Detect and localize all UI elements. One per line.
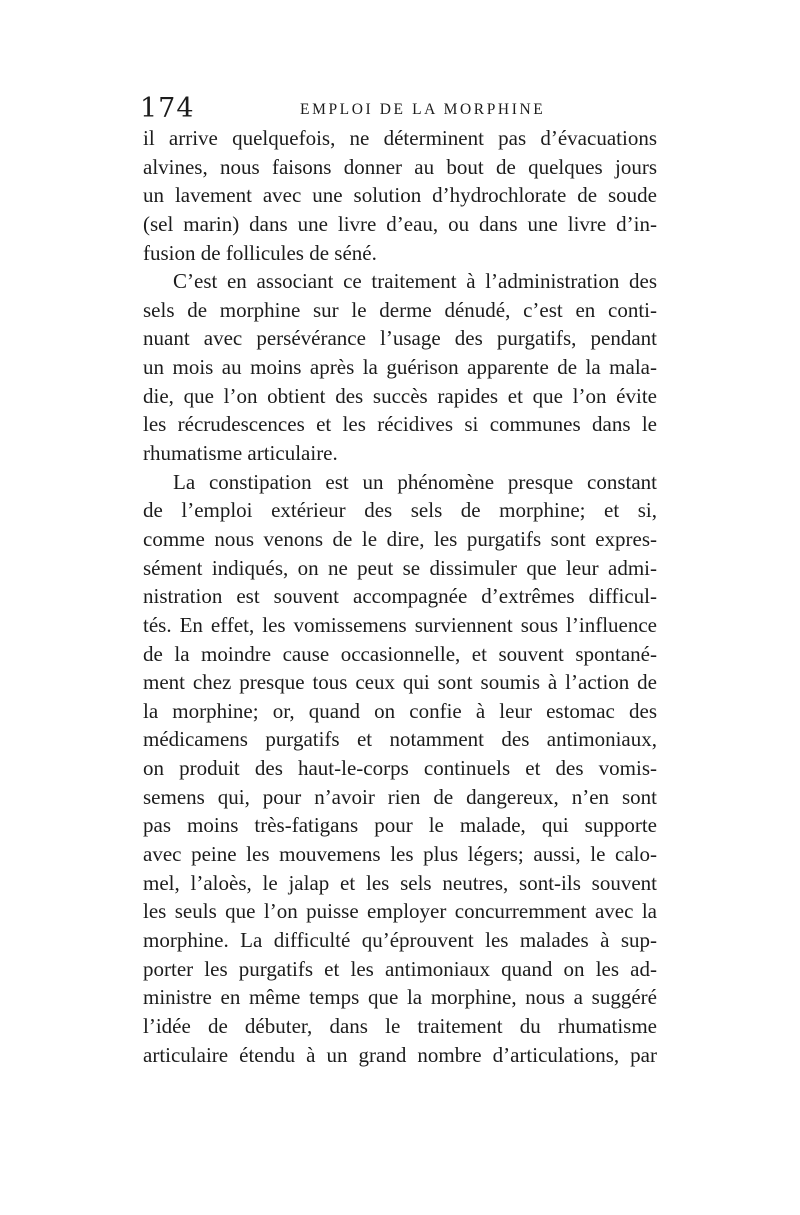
text-line: nuant avec persévérance l’usage des purgatifs, pendant [143, 326, 657, 351]
text-line: sément indiqués, on ne peut se dissimuler que leur admi- [143, 555, 657, 580]
text-line: avec peine les mouvemens les plus légers; aussi, le calo- [143, 842, 657, 867]
text-line: porter les purgatifs et les antimoniaux quand on les ad- [143, 956, 657, 981]
text-line: sels de morphine sur le derme dénudé, c’est en conti- [143, 297, 657, 322]
paragraph-start-line: La constipation est un phénomène presque constant [173, 469, 657, 494]
text-line: les seuls que l’on puisse employer concurremment avec la [143, 899, 657, 924]
text-line: la morphine; or, quand on confie à leur estomac des [143, 698, 657, 723]
text-line: les récrudescences et les récidives si communes dans le [143, 412, 657, 437]
text-line: de la moindre cause occasionnelle, et souvent spontané- [143, 641, 657, 666]
text-line: nistration est souvent accompagnée d’extrêmes difficul- [143, 584, 657, 609]
text-line: die, que l’on obtient des succès rapides et que l’on évite [143, 383, 657, 408]
text-line: tés. En effet, les vomissemens surviennent sous l’influence [143, 612, 657, 637]
text-line: on produit des haut-le-corps continuels et des vomis- [143, 756, 657, 781]
text-line: un lavement avec une solution d’hydrochlorate de soude [143, 183, 657, 208]
text-line: alvines, nous faisons donner au bout de quelques jours [143, 154, 657, 179]
page-header [140, 94, 660, 124]
text-line: articulaire étendu à un grand nombre d’articulations, par [143, 1042, 657, 1067]
text-line: mel, l’aloès, le jalap et les sels neutres, sont-ils souvent [143, 870, 657, 895]
text-line: l’idée de débuter, dans le traitement du rhumatisme [143, 1013, 657, 1038]
running-head: EMPLOI DE LA MORPHINE [300, 101, 546, 118]
text-line: il arrive quelquefois, ne déterminent pas d’évacuations [143, 126, 657, 150]
text-line: (sel marin) dans une livre d’eau, ou dans une livre d’in- [143, 211, 657, 236]
body-text [143, 124, 657, 1069]
text-line: médicamens purgatifs et notamment des antimoniaux, [143, 727, 657, 752]
text-line: un mois au moins après la guérison apparente de la mala- [143, 355, 657, 380]
text-line: morphine. La difficulté qu’éprouvent les malades à sup- [143, 927, 657, 952]
text-line: ministre en même temps que la morphine, nous a suggéré [143, 985, 657, 1010]
text-line: fusion de follicules de séné. [143, 240, 377, 265]
page-number: 174 [140, 93, 195, 124]
paragraph-start-line: C’est en associant ce traitement à l’administration des [173, 269, 657, 294]
text-line: de l’emploi extérieur des sels de morphine; et si, [143, 498, 657, 523]
text-line: ment chez presque tous ceux qui sont soumis à l’action de [143, 670, 657, 695]
text-line: rhumatisme articulaire. [143, 441, 338, 466]
text-line: semens qui, pour n’avoir rien de dangereux, n’en sont [143, 784, 657, 809]
text-line: pas moins très-fatigans pour le malade, qui supporte [143, 813, 657, 838]
text-line: comme nous venons de le dire, les purgatifs sont expres- [143, 526, 657, 551]
